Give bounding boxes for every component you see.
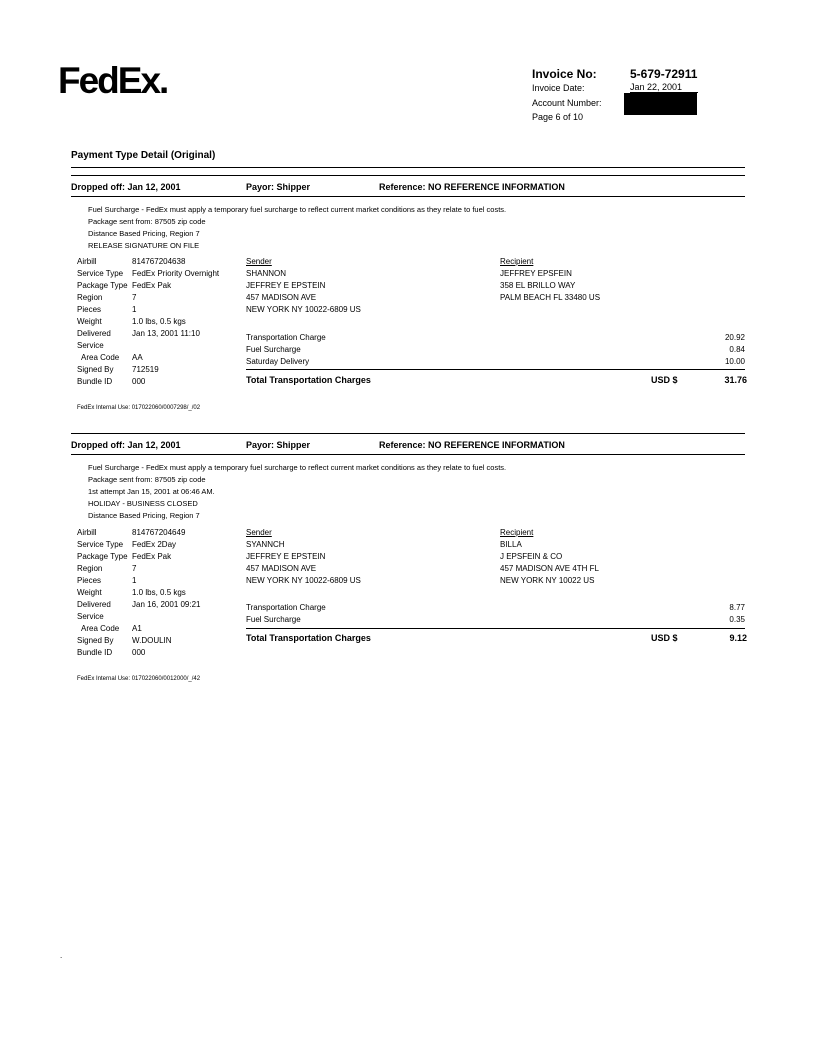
fedex-logo: [58, 62, 167, 99]
recipient-line: NEW YORK NY 10022 US: [500, 576, 595, 585]
sender-line: SYANNCH: [246, 540, 285, 549]
sender-line: NEW YORK NY 10022-6809 US: [246, 576, 361, 585]
service-label: Service: [77, 612, 104, 621]
area-code-value: A1: [132, 624, 142, 633]
charge-label: Transportation Charge: [246, 603, 326, 612]
package-type-label: Package Type: [77, 281, 128, 290]
airbill-label: Airbill: [77, 528, 97, 537]
signed-by-value: W.DOULIN: [132, 636, 172, 645]
dropped-off: Dropped off: Jan 12, 2001: [71, 440, 181, 450]
package-type-value: FedEx Pak: [132, 281, 172, 290]
weight-value: 1.0 lbs, 0.5 kgs: [132, 588, 186, 597]
dropped-off: Dropped off: Jan 12, 2001: [71, 182, 181, 192]
delivered-value: Jan 16, 2001 09:21: [132, 600, 201, 609]
recipient-label: Recipient: [500, 528, 534, 537]
internal-use: FedEx Internal Use: 017022060/0012000/_/42: [77, 676, 201, 682]
charge-amount: 0.84: [729, 345, 745, 354]
charge-label: Saturday Delivery: [246, 357, 310, 366]
logo-dot: .: [159, 60, 168, 101]
total-label: Total Transportation Charges: [246, 633, 371, 643]
region-value: 7: [132, 564, 137, 573]
note-line: RELEASE SIGNATURE ON FILE: [88, 241, 200, 250]
recipient-label: Recipient: [500, 257, 534, 266]
pieces-label: Pieces: [77, 576, 102, 585]
reference: Reference: NO REFERENCE INFORMATION: [379, 440, 565, 450]
payor: Payor: Shipper: [246, 182, 311, 192]
divider: [71, 196, 745, 197]
sender-label: Sender: [246, 257, 272, 266]
charge-amount: 10.00: [724, 357, 745, 366]
currency-label: USD $: [651, 633, 678, 643]
package-type-value: FedEx Pak: [132, 552, 172, 561]
redacted-account-number: [624, 93, 697, 115]
recipient-line: 457 MADISON AVE 4TH FL: [500, 564, 599, 573]
note-line: 1st attempt Jan 15, 2001 at 06:46 AM.: [88, 487, 215, 496]
invoice-date-value: Jan 22, 2001: [630, 82, 698, 93]
recipient-line: J EPSFEIN & CO: [500, 552, 563, 561]
payor: Payor: Shipper: [246, 440, 311, 450]
sender-line: 457 MADISON AVE: [246, 293, 317, 302]
reference: Reference: NO REFERENCE INFORMATION: [379, 182, 565, 192]
service-label: Service: [77, 341, 104, 350]
bundle-id-value: 000: [132, 648, 146, 657]
sender-label: Sender: [246, 528, 272, 537]
divider: [71, 454, 745, 455]
airbill-label: Airbill: [77, 257, 97, 266]
invoice-no-value: 5-679-72911: [630, 67, 698, 81]
charge-label: Transportation Charge: [246, 333, 326, 342]
pieces-value: 1: [132, 305, 137, 314]
delivered-value: Jan 13, 2001 11:10: [132, 329, 200, 338]
note-line: Distance Based Pricing, Region 7: [88, 229, 200, 238]
weight-value: 1.0 lbs, 0.5 kgs: [132, 317, 186, 326]
signed-by-value: 712519: [132, 365, 159, 374]
section-title: Payment Type Detail (Original): [71, 150, 216, 161]
bundle-id-label: Bundle ID: [77, 377, 113, 386]
sender-line: 457 MADISON AVE: [246, 564, 317, 573]
currency-label: USD $: [651, 375, 678, 385]
page-indicator: Page 6 of 10: [532, 112, 584, 122]
divider: [71, 175, 745, 176]
service-type-label: Service Type: [77, 540, 124, 549]
airbill-value: 814767204638: [132, 257, 186, 266]
region-label: Region: [77, 564, 103, 573]
total-amount: 31.76: [724, 375, 747, 385]
weight-label: Weight: [77, 317, 102, 326]
recipient-line: BILLA: [500, 540, 522, 549]
bundle-id-label: Bundle ID: [77, 648, 113, 657]
total-amount: 9.12: [729, 633, 747, 643]
area-code-label: Area Code: [81, 624, 120, 633]
region-label: Region: [77, 293, 103, 302]
logo-fed: Fed: [58, 60, 118, 101]
note-line: Package sent from: 87505 zip code: [88, 217, 206, 226]
pieces-value: 1: [132, 576, 137, 585]
bundle-id-value: 000: [132, 377, 146, 386]
charge-label: Fuel Surcharge: [246, 615, 301, 624]
weight-label: Weight: [77, 588, 102, 597]
charge-amount: 0.35: [729, 615, 745, 624]
account-number-label: Account Number:: [532, 98, 602, 108]
area-code-label: Area Code: [81, 353, 120, 362]
recipient-line: PALM BEACH FL 33480 US: [500, 293, 601, 302]
service-type-value: FedEx Priority Overnight: [132, 269, 220, 278]
package-type-label: Package Type: [77, 552, 128, 561]
sender-line: SHANNON: [246, 269, 287, 278]
service-type-label: Service Type: [77, 269, 124, 278]
sender-line: NEW YORK NY 10022-6809 US: [246, 305, 361, 314]
invoice-no-label: Invoice No:: [532, 67, 597, 81]
note-line: Fuel Surcharge - FedEx must apply a temporary fuel surcharge to reflect current market conditions as they relate to fuel costs.: [88, 463, 507, 472]
divider: [71, 167, 745, 168]
divider: [71, 433, 745, 434]
sender-line: JEFFREY E EPSTEIN: [246, 552, 326, 561]
sender-line: JEFFREY E EPSTEIN: [246, 281, 326, 290]
total-label: Total Transportation Charges: [246, 375, 371, 385]
internal-use: FedEx Internal Use: 017022060/0007298/_/02: [77, 405, 201, 411]
recipient-line: JEFFREY EPSFEIN: [500, 269, 572, 278]
recipient-line: 358 EL BRILLO WAY: [500, 281, 576, 290]
logo-ex: Ex: [117, 60, 160, 101]
invoice-date-label: Invoice Date:: [532, 83, 585, 93]
delivered-label: Delivered: [77, 329, 111, 338]
area-code-value: AA: [132, 353, 143, 362]
note-line: Distance Based Pricing, Region 7: [88, 511, 200, 520]
region-value: 7: [132, 293, 137, 302]
charge-amount: 20.92: [724, 333, 745, 342]
pieces-label: Pieces: [77, 305, 102, 314]
charge-label: Fuel Surcharge: [246, 345, 301, 354]
signed-by-label: Signed By: [77, 365, 114, 374]
signed-by-label: Signed By: [77, 636, 114, 645]
note-line: Fuel Surcharge - FedEx must apply a temporary fuel surcharge to reflect current market conditions as they relate to fuel costs.: [88, 205, 507, 214]
note-line: Package sent from: 87505 zip code: [88, 475, 206, 484]
airbill-value: 814767204649: [132, 528, 186, 537]
charge-amount: 8.77: [729, 603, 745, 612]
delivered-label: Delivered: [77, 600, 111, 609]
footer-mark: .: [60, 951, 63, 960]
service-type-value: FedEx 2Day: [132, 540, 177, 549]
total-divider: [246, 628, 745, 629]
total-divider: [246, 369, 745, 370]
note-line: HOLIDAY - BUSINESS CLOSED: [88, 499, 198, 508]
